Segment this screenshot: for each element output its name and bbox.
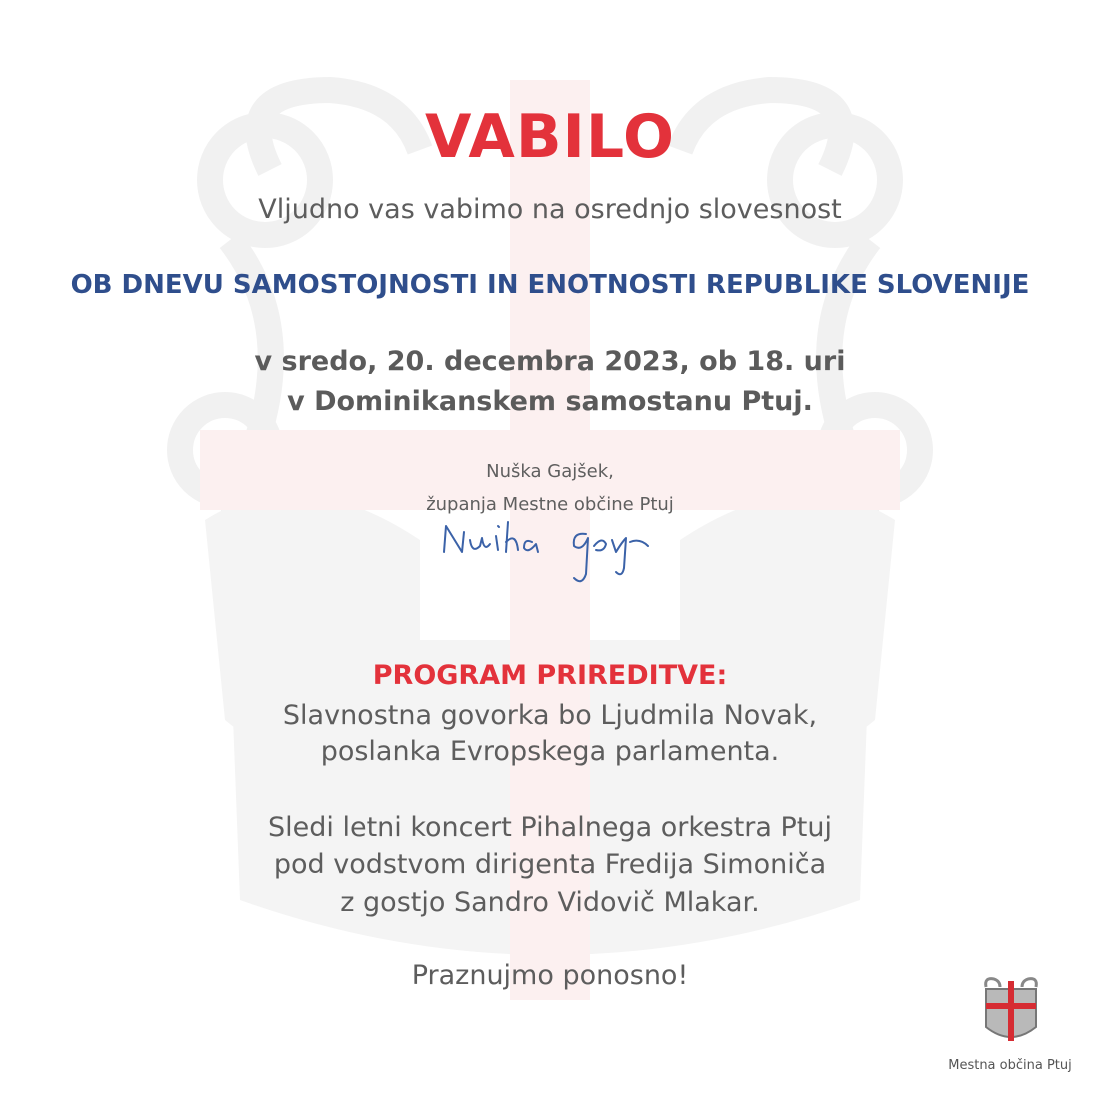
program-concert-line: Sledi letni koncert Pihalnega orkestra Ptuj: [267, 812, 832, 843]
program-conductor-line: pod vodstvom dirigenta Fredija Simoniča: [273, 849, 827, 880]
logo-caption: Mestna občina Ptuj: [948, 1058, 1072, 1073]
invitation-intro: Vljudno vas vabimo na osrednjo slovesnost: [258, 194, 842, 225]
program-heading: PROGRAM PRIREDITVE:: [372, 660, 728, 691]
signatory-role: županja Mestne občine Ptuj: [426, 494, 674, 515]
event-date-time: v sredo, 20. decembra 2023, ob 18. uri: [254, 346, 846, 377]
signatory-name: Nuška Gajšek,: [486, 461, 614, 482]
event-location: v Dominikanskem samostanu Ptuj.: [287, 386, 813, 417]
closing-slogan: Praznujmo ponosno!: [411, 960, 689, 991]
program-guest-line: z gostjo Sandro Vidovič Mlakar.: [340, 887, 760, 918]
invitation-title: VABILO: [425, 102, 675, 172]
program-speaker-line: Slavnostna govorka bo Ljudmila Novak,: [282, 700, 818, 731]
occasion-heading: OB DNEVU SAMOSTOJNOSTI IN ENOTNOSTI REPUBLIKE SLOVENIJE: [70, 270, 1030, 300]
handwritten-signature-icon: [436, 512, 656, 592]
program-speaker-role-line: poslanka Evropskega parlamenta.: [320, 736, 780, 767]
ptuj-coat-of-arms-icon: [980, 975, 1042, 1047]
